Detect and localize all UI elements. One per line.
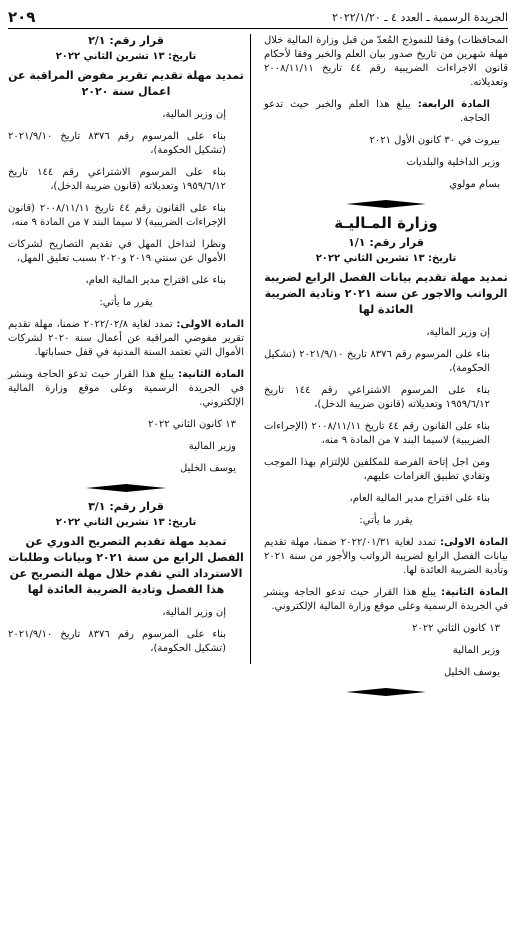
sign-date: ١٣ كانون الثاني ٢٠٢٢ bbox=[148, 419, 236, 430]
decision-1-p4: ومن اجل إتاحة الفرصة للمكلفين للإلتزام بهذا الموجب وتفادي تطبيق الغرامات عليهم، bbox=[264, 457, 490, 482]
sign-title: وزير الداخلية والبلديات bbox=[406, 157, 500, 168]
article-4 bbox=[264, 98, 508, 126]
article-1-text: تمدد لغاية ٢٠٢٢/٠١/٣١ ضمنا، مهلة تقديم بيانات الفصل الرابع لضريبة الرواتب والأجور من سنة ٢٠٢١ وتأدية الضريبة العائدة لها. bbox=[264, 537, 508, 576]
signature-block-interior bbox=[264, 134, 508, 192]
separator-ornament bbox=[264, 688, 508, 696]
decision-2-p3: بناء على القانون رقم ٤٤ تاريخ ٢٠٠٨/١١/١١ (قانون الإجراءات الضريبية) لا سيما البند ٧ من المادة ٩ منه، bbox=[8, 203, 226, 228]
sign-place-date: بيروت في ٣٠ كانون الأول ٢٠٢١ bbox=[369, 135, 500, 146]
decision-1-date: تاريخ: ١٣ تشرين الثاني ٢٠٢٢ bbox=[315, 253, 457, 264]
decision-3-number: قرار رقم: ٣/١ bbox=[88, 500, 164, 513]
article-2-text: يبلغ هذا القرار حيث تدعو الحاجة وينشر في الجريدة الرسمية وعلى موقع وزارة المالية الإلكتروني. bbox=[264, 587, 508, 612]
decision-3-p1: بناء على المرسوم رقم ٨٣٧٦ تاريخ ٢٠٢١/٩/١٠ (تشكيل الحكومة)، bbox=[8, 629, 226, 654]
separator-ornament bbox=[264, 200, 508, 208]
sign-date: ١٣ كانون الثاني ٢٠٢٢ bbox=[412, 623, 500, 634]
decision-1-p1: بناء على المرسوم رقم ٨٣٧٦ تاريخ ٢٠٢١/٩/١٠ (تشكيل الحكومة)، bbox=[264, 349, 490, 374]
right-column bbox=[264, 34, 508, 704]
decision-1-subject: تمديد مهلة تقديم بيانات الفصل الرابع لضريبة الرواتب والاجور عن سنة ٢٠٢١ وتادية الضريبة العائدة لها bbox=[264, 271, 508, 316]
decision-2-p5: بناء على اقتراح مدير المالية العام، bbox=[85, 275, 226, 286]
article-1-label: المادة الاولى: bbox=[176, 319, 244, 330]
decision-2-intro: إن وزير المالية، bbox=[162, 109, 226, 120]
continuation-text: المحافظات) وفقا للنموذج المُعدّ من قبل وزارة المالية خلال مهلة شهرين من تاريخ صدور بيان العلم والخبر وفقا لأحكام قانون الاجراءات الضريبية رقم ٤٤ تاريخ ٢٠٠٨/١١/١١ وتعديلاته. bbox=[264, 35, 508, 88]
gazette-title: الجريدة الرسمية ـ العدد ٤ ـ ٢٠٢٢/١/٢٠ bbox=[332, 10, 508, 24]
decision-2-date: تاريخ: ١٣ تشرين الثاني ٢٠٢٢ bbox=[55, 51, 197, 62]
article-1-text: تمدد لغاية ٢٠٢٢/٠٢/٨ ضمنا، مهلة تقديم تقرير مفوضي المراقبة عن أعمال سنة ٢٠٢٠ لشركات الأموال التي تعتمد السنة المدنية في قفل حساباتها. bbox=[8, 319, 244, 358]
article-4-text: يبلغ هذا العلم والخبر حيث تدعو الحاجة. bbox=[264, 99, 490, 124]
decision-1-number: قرار رقم: ١/١ bbox=[348, 236, 424, 249]
separator-ornament bbox=[8, 484, 244, 492]
sign-name: يوسف الخليل bbox=[179, 463, 236, 474]
page-header bbox=[8, 6, 508, 29]
decision-1-decides: يقرر ما يأتي: bbox=[359, 515, 413, 526]
decision-2-subject: تمديد مهلة تقديم تقرير مفوض المراقبة عن اعمال سنة ٢٠٢٠ bbox=[8, 69, 244, 98]
decision-2-article-2 bbox=[8, 368, 244, 410]
decision-2-p4: ونظرا لتداخل المهل في تقديم التصاريح لشركات الأموال عن سنتي ٢٠١٩ و٢٠٢٠ بسبب تعليق المهل، bbox=[8, 239, 226, 264]
decision-2-article-1 bbox=[8, 318, 244, 360]
sign-title: وزير المالية bbox=[452, 645, 500, 656]
page-number: ٢٠٩ bbox=[8, 8, 36, 26]
left-column bbox=[8, 34, 251, 664]
decision-3-intro: إن وزير المالية، bbox=[162, 607, 226, 618]
section-title: وزارة المـاليـة bbox=[334, 214, 438, 232]
decision-2-decides: يقرر ما يأتي: bbox=[99, 297, 153, 308]
decision-2-p2: بناء على المرسوم الاشتراعي رقم ١٤٤ تاريخ ١٩٥٩/٦/١٢ وتعديلاته (قانون ضريبة الدخل)، bbox=[8, 167, 227, 192]
decision-3-date: تاريخ: ١٣ تشرين الثاني ٢٠٢٢ bbox=[55, 517, 197, 528]
decision-1-p2: بناء على المرسوم الاشتراعي رقم ١٤٤ تاريخ ١٩٥٩/٦/١٢ وتعديلاته (قانون ضريبة الدخل)، bbox=[264, 385, 491, 410]
sign-name: يوسف الخليل bbox=[443, 667, 500, 678]
decision-3-subject: تمديد مهلة تقديم التصريح الدوري عن الفصل الرابع من سنة ٢٠٢١ وبيانات وطلبات الاسترداد التي تقدم خلال مهلة التصريح عن هذا الفصل وتادية الضريبة العائدة لها bbox=[8, 535, 244, 596]
article-4-label: المادة الرابعة: bbox=[417, 99, 490, 110]
article-1-label: المادة الاولى: bbox=[440, 537, 508, 548]
sign-name: بسام مولوي bbox=[449, 179, 500, 190]
decision-1-intro: إن وزير المالية، bbox=[426, 327, 490, 338]
signature-block-finance-2 bbox=[8, 418, 244, 476]
decision-1-article-2 bbox=[264, 586, 508, 614]
signature-block-finance-1 bbox=[264, 622, 508, 680]
decision-1-p5: بناء على اقتراح مدير المالية العام، bbox=[349, 493, 490, 504]
decision-1-article-1 bbox=[264, 536, 508, 578]
decision-2-number: قرار رقم: ٢/١ bbox=[88, 34, 164, 47]
article-2-label: المادة الثانية: bbox=[178, 369, 245, 380]
decision-1-p3: بناء على القانون رقم ٤٤ تاريخ ٢٠٠٨/١١/١١ (الإجراءات الضريبية) لاسيما البند ٧ من المادة ٩ منه، bbox=[264, 421, 490, 446]
decision-2-p1: بناء على المرسوم رقم ٨٣٧٦ تاريخ ٢٠٢١/٩/١٠ (تشكيل الحكومة)، bbox=[8, 131, 226, 156]
article-2-text: يبلغ هذا القرار حيث تدعو الحاجة وينشر في الجريدة الرسمية وعلى موقع وزارة المالية الإلكتروني. bbox=[8, 369, 244, 408]
sign-title: وزير المالية bbox=[188, 441, 236, 452]
article-2-label: المادة الثانية: bbox=[441, 587, 509, 598]
